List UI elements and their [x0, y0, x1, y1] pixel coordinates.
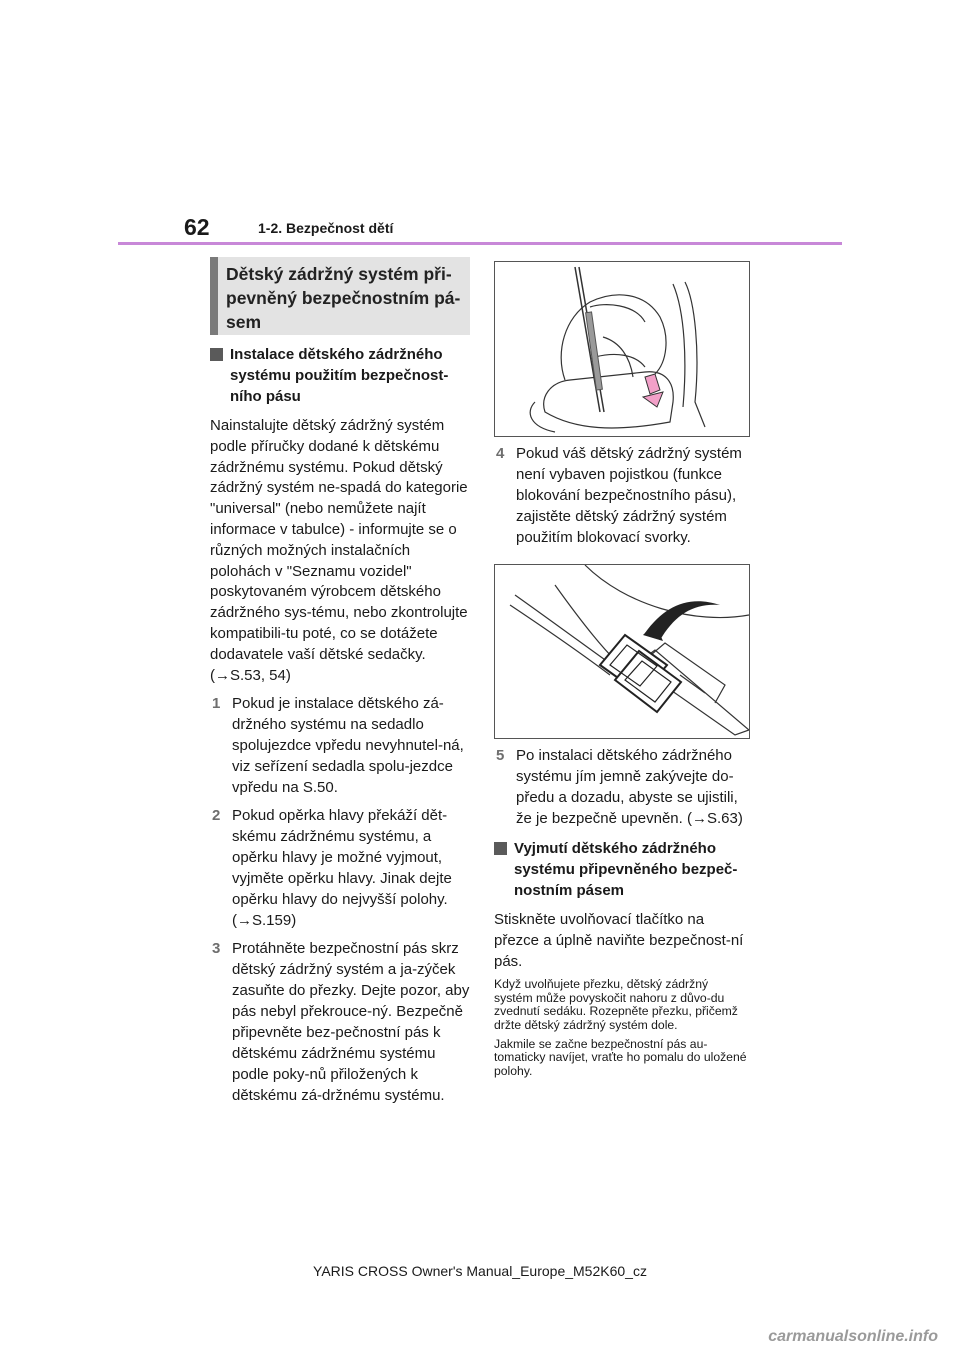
- step-4: [494, 443, 750, 548]
- step-text: Pokud váš dětský zádržný systém není vybaven pojistkou (funkce blokování bezpečnostního pásu), zajistěte dětský zádržný systém použitím blokovací svorky.: [516, 445, 742, 546]
- step-number: 4: [496, 445, 505, 462]
- subheading-install: [210, 344, 470, 407]
- step-text: Pokud opěrka hlavy překáží dět-skému zádržnému systému, a opěrku hlavy je možné vyjmout, vyjměte opěrku hlavy. Jinak dejte opěrku hlavy do nejvyšší polohy. (→S.159): [232, 807, 452, 930]
- watermark-text: carmanualsonline.info: [768, 1328, 938, 1345]
- child-seat-illustration: [494, 261, 750, 437]
- locking-clip-illustration: [494, 564, 750, 739]
- right-column: [494, 261, 750, 1078]
- square-bullet-icon: [494, 842, 507, 855]
- section-heading: Dětský zádržný systém při-pevněný bezpečnostním pá-sem: [226, 264, 461, 332]
- step-number: 3: [212, 940, 221, 958]
- subheading-install-text: Instalace dětského zádržného systému použitím bezpečnost-ního pásu: [230, 346, 449, 405]
- locking-clip-drawing: [495, 565, 749, 738]
- step-text: Pokud je instalace dětského zá-držného systému na sedadlo spolujezdce vpředu nevyhnutel-ná, viz seřízení sedadla spolu-jezdce vpředu na S.50.: [232, 695, 464, 797]
- section-heading-box: [210, 257, 470, 335]
- note-retract: Jakmile se začne bezpečnostní pás au-tomaticky navíjet, vraťte ho pomalu do uložené polohy.: [494, 1037, 747, 1078]
- left-column: [210, 257, 470, 1106]
- footer-manual-title: YARIS CROSS Owner's Manual_Europe_M52K60_cz: [313, 1263, 647, 1279]
- subheading-remove: [494, 838, 750, 901]
- step-text: Protáhněte bezpečnostní pás skrz dětský zádržný systém a ja-zýček zasuňte do přezky. Dejte pozor, aby pás nebyl překrouce-ný. Bezpečně připevněte bez-pečnostní pás k dětskému zádržnému systému podle poky-nů přiložených k dětskému zá-držnému systému.: [232, 940, 470, 1105]
- step-3: [210, 938, 470, 1106]
- subheading-remove-text: Vyjmutí dětského zádržného systému připevněného bezpeč-nostním pásem: [514, 840, 738, 899]
- intro-paragraph: Nainstalujte dětský zádržný systém podle příručky dodané k dětskému zádržnému systému. Pokud dětský zádržný systém ne-spadá do kategorie "universal" (nebo nemůžete najít informace v tabulce) - informujte se o různých možných instalačních polohách v "Seznamu vozidel" poskytovaném výrobcem dětského zádržného sys-tému, nebo zkontrolujte kompatibili-tu poté, co se dotážete dodavatele vaší dětské sedačky. (→S.53, 54): [210, 417, 468, 684]
- step-text: Po instalaci dětského zádržného systému jím jemně zakývejte do-předu a dozadu, abyste se ujistili, že je bezpečně upevněn. (→S.63): [516, 747, 743, 827]
- step-2: [210, 805, 470, 931]
- note-release: Když uvolňujete přezku, dětský zádržný systém může povyskočit nahoru z důvo-du zvednutí sedáku. Rozepněte přezku, přičemž držte dětský zádržný systém dole.: [494, 977, 738, 1032]
- step-number: 2: [212, 807, 221, 825]
- release-paragraph: Stiskněte uvolňovací tlačítko na přezce a úplně naviňte bezpečnost-ní pás.: [494, 911, 744, 970]
- step-number: 1: [212, 695, 221, 713]
- square-bullet-icon: [210, 348, 223, 361]
- step-5: [494, 745, 750, 829]
- page-number: 62: [184, 214, 210, 240]
- step-1: [210, 693, 470, 798]
- section-title: 1-2. Bezpečnost dětí: [258, 220, 394, 236]
- header-divider: [118, 242, 842, 245]
- child-seat-drawing: [495, 262, 749, 436]
- step-number: 5: [496, 747, 505, 764]
